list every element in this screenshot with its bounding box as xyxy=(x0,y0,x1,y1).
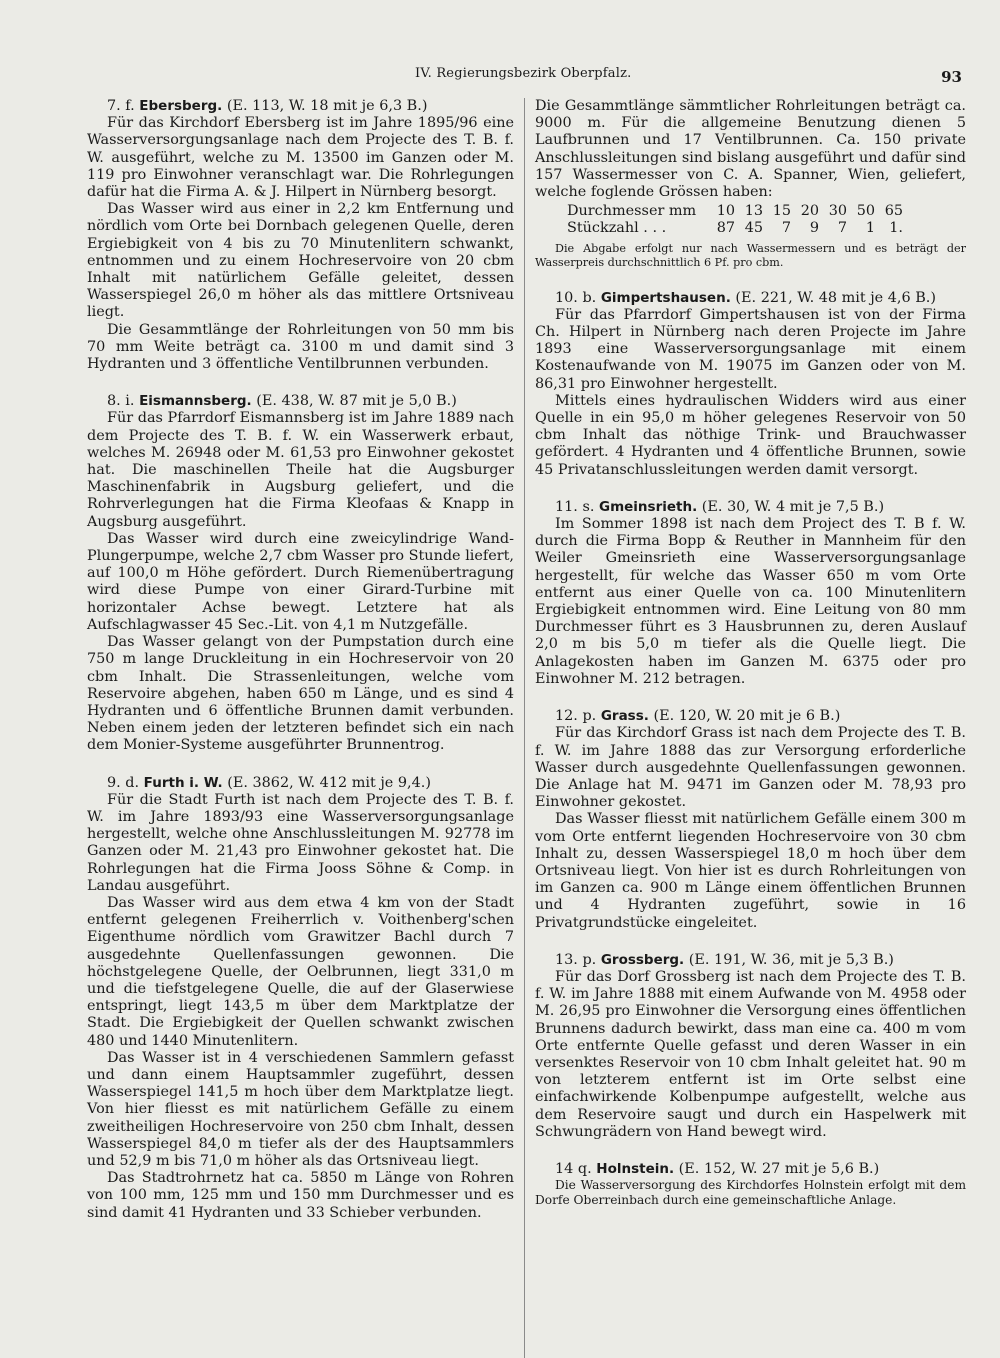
table-cell: 1. xyxy=(889,220,903,237)
entry-stats: (E. 152, W. 27 mit je 5,6 B.) xyxy=(678,1160,880,1177)
paragraph: Für die Stadt Furth ist nach dem Projecte des T. B. f. W. im Jahre 1893/93 eine Wasserversorgungsanlage hergestellt, welche ohne Anschlussleitungen M. 92778 im Ganzen oder M. 21,43 pro Einwohner gekostet hat. Die Rohrlegungen hat die Firma Jooss Söhne & Comp. in Landau ausgeführt. xyxy=(87,791,514,894)
left-column xyxy=(87,98,514,1222)
entry-heading-grass xyxy=(535,708,966,725)
place-name: Gmeinsrieth. xyxy=(599,498,698,515)
paragraph: Das Wasser ist in 4 verschiedenen Sammlern gefasst und dann einem Hauptsammler zugeführt, dessen Wasserspiegel 141,5 m hoch über dem Marktplatze liegt. Von hier fliesst es mit natürlichem Gefälle zu einem zweitheiligen Hochreservoire von 250 cbm Inhalt, dessen Wasserspiegel 84,0 m tiefer als der des Hauptsammlers und 52,9 m bis 71,0 m höher als das Ortsniveau liegt. xyxy=(87,1049,514,1169)
entry-number: 13. p. xyxy=(555,951,597,968)
paragraph: Für das Pfarrdorf Eismannsberg ist im Jahre 1889 nach dem Projecte des T. B. f. W. ein Wasserwerk erbaut, welches M. 26948 oder M. 61,53 pro Einwohner gekostet hat. Die maschinellen Theile hat die Augsburger Maschinenfabrik in Augsburg geliefert, und die Rohrverlegungen hat die Firma Kleofaas & Knapp in Augsburg ausgeführt. xyxy=(87,410,514,530)
running-head: IV. Regierungsbezirk Oberpfalz. xyxy=(415,66,632,81)
entry-heading-eismannsberg xyxy=(87,393,514,410)
entry-number: 11. s. xyxy=(555,498,595,515)
note-paragraph: Die Abgabe erfolgt nur nach Wassermessern und es beträgt der Wasserpreis durchschnittlich 6 Pf. pro cbm. xyxy=(535,241,966,269)
place-name: Grossberg. xyxy=(600,951,685,968)
entry-heading-ebersberg xyxy=(87,98,514,115)
entry-number: 7. f. xyxy=(107,98,135,114)
paragraph: Für das Dorf Grossberg ist nach dem Projecte des T. B. f. W. im Jahre 1888 mit einem Aufwande von M. 4958 oder M. 26,95 pro Einwohner die Versorgung eines öffentlichen Brunnens dadurch bewirkt, dass man eine ca. 400 m vom Orte entfernte Quelle gefasst und deren Wasser in ein versenktes Reservoir von 10 cbm Inhalt geleitet hat. 90 m von letzterem entfernt ist im Orte selbst eine einfachwirkende Kolbenpumpe aufgestellt, welche aus dem Reservoire saugt und durch ein Haspelwerk mit Schwungrädern von Hand bewegt wird. xyxy=(535,968,966,1140)
table-label: Durchmesser mm xyxy=(567,203,697,220)
entry-number: 9. d. xyxy=(107,774,140,791)
entry-stats: (E. 3862, W. 412 mit je 9,4.) xyxy=(227,774,431,791)
paragraph: Die Gesammtlänge sämmtlicher Rohrleitungen beträgt ca. 9000 m. Für die allgemeine Benutzung dienen 5 Laufbrunnen und 17 Ventilbrunnen. Ca. 150 private Anschlussleitungen sind bislang ausgeführt und dafür sind 157 Wassermesser von C. A. Spanner, Wien, geliefert, welche foglende Grössen haben: xyxy=(535,98,966,201)
entry-number: 8. i. xyxy=(107,393,135,410)
water-meter-table xyxy=(567,203,966,237)
paragraph: Das Wasser gelangt von der Pumpstation durch eine 750 m lange Druckleitung in ein Hochreservoir von 20 cbm Inhalt. Die Strassenleitungen, welche vom Reservoire abgehen, haben 650 m Länge, und es sind 4 Hydranten und 6 öffentliche Brunnen damit verbunden. Neben einem jeden der letzteren befindet sich ein nach dem Monier-Systeme ausgeführter Brunnentrog. xyxy=(87,634,514,754)
paragraph: Das Stadtrohrnetz hat ca. 5850 m Länge von Rohren von 100 mm, 125 mm und 150 mm Durchmesser und es sind damit 41 Hydranten und 33 Schieber verbunden. xyxy=(87,1170,514,1221)
page-header xyxy=(0,66,1000,90)
entry-stats: (E. 191, W. 36, mit je 5,3 B.) xyxy=(688,951,894,968)
table-cell: 9 xyxy=(809,220,819,237)
place-name: Gimpertshausen. xyxy=(600,289,731,306)
entry-heading-holnstein xyxy=(535,1161,966,1178)
paragraph: Das Wasser fliesst mit natürlichem Gefälle einem 300 m vom Orte entfernt liegenden Hochreservoire von 30 cbm Inhalt zu, dessen Wasserspiegel 18,0 m hoch über dem Ortsniveau liegt. Von hier ist es durch Rohrleitungen von im Ganzen ca. 900 m Länge einem öffentlichen Brunnen und 4 Hydranten zugeführt, sowie in 16 Privatgrundstücke eingeleitet. xyxy=(535,811,966,931)
paragraph: Das Wasser wird durch eine zweicylindrige Wand-Plungerpumpe, welche 2,7 cbm Wasser pro Stunde liefert, auf 100,0 m Höhe gefördert. Durch Riemenübertragung wird diese Pumpe von einer Girard-Turbine mit horizontaler Achse bewegt. Letztere hat als Aufschlagwasser 45 Sec.-Lit. von 4,1 m Nutzgefälle. xyxy=(87,530,514,633)
table-cell: 30 xyxy=(828,203,847,220)
paragraph: Die Gesammtlänge der Rohrleitungen von 50 mm bis 70 mm Weite beträgt ca. 3100 m und damit sind 3 Hydranten und 3 öffentliche Ventilbrunnen verbunden. xyxy=(87,321,514,373)
table-cell: 13 xyxy=(744,203,763,220)
place-name: Furth i. W. xyxy=(143,774,223,791)
entry-number: 12. p. xyxy=(555,708,597,725)
table-cell: 15 xyxy=(772,203,791,220)
paragraph: Im Sommer 1898 ist nach dem Project des T. B f. W. durch die Firma Bopp & Reuther in Mannheim für den Weiler Gmeinsrieth eine Wasserversorgungsanlage hergestellt, für welche das Wasser 650 m vom Orte entfernt aus einer Quelle von ca. 100 Minutenlitern Ergiebigkeit entnommen wird. Eine Leitung von 80 mm Durchmesser führt es 3 Hausbrunnen zu, deren Auslauf 2,0 m bis 5,0 m tiefer als die Quelle liegt. Die Anlagekosten haben im Ganzen M. 6375 oder pro Einwohner M. 212 betragen. xyxy=(535,516,966,687)
entry-heading-gmeinsrieth xyxy=(535,499,966,516)
entry-stats: (E. 120, W. 20 mit je 6 B.) xyxy=(653,708,841,725)
place-name: Grass. xyxy=(600,708,649,725)
column-divider xyxy=(524,98,525,1358)
paragraph: Für das Kirchdorf Ebersberg ist im Jahre 1895/96 eine Wasserversorgungsanlage nach dem Projecte des T. B. f. W. ausgeführt, welche zu M. 13500 im Ganzen oder M. 119 pro Einwohner veranschlagt war. Die Rohrlegungen dafür hat die Firma A. & J. Hilpert in Nürnberg besorgt. xyxy=(87,115,514,201)
table-cell: 65 xyxy=(884,203,903,220)
table-cell: 10 xyxy=(716,203,735,220)
place-name: Holnstein. xyxy=(596,1160,675,1177)
paragraph: Das Wasser wird aus dem etwa 4 km von der Stadt entfernt gelegenen Freiherrlich v. Voithenberg'schen Eigenthume nördlich vom Grawitzer Bachl durch 7 ausgedehnte Quellenfassungen gewonnen. Die höchstgelegene Quelle, der Oelbrunnen, liegt 331,0 m und die tiefstgelegene Quelle, die auf der Glaserwiese entspringt, liegt 143,5 m über dem Marktplatze der Stadt. Die Ergiebigkeit der Quellen schwankt zwischen 480 und 1440 Minutenlitern. xyxy=(87,894,514,1049)
note-paragraph: Die Wasserversorgung des Kirchdorfes Holnstein erfolgt mit dem Dorfe Oberreinbach durch eine gemeinschaftliche Anlage. xyxy=(535,1178,966,1207)
paragraph: Das Wasser wird aus einer in 2,2 km Entfernung und nördlich vom Orte bei Dornbach gelegenen Quelle, deren Ergiebigkeit von 4 bis zu 70 Minutenlitern schwankt, entnommen und zu einem Hochreservoire von 20 cbm Inhalt mit natürlichem Gefälle geleitet, dessen Wasserspiegel 26,0 m höher als das mittlere Ortsniveau liegt. xyxy=(87,201,514,321)
entry-number: 14 q. xyxy=(555,1160,592,1177)
table-label: Stückzahl . . . xyxy=(567,220,667,237)
paragraph: Für das Pfarrdorf Gimpertshausen ist von der Firma Ch. Hilpert in Nürnberg nach deren Projecte im Jahre 1893 eine Wasserversorgungsanlage mit einem Kostenaufwande von M. 19075 im Ganzen oder von M. 86,31 pro Einwohner hergestellt. xyxy=(535,306,966,392)
table-cell: 1 xyxy=(865,220,875,237)
place-name: Ebersberg. xyxy=(139,98,223,114)
paragraph: Für das Kirchdorf Grass ist nach dem Projecte des T. B. f. W. im Jahre 1888 das zur Versorgung erforderliche Wasser durch ausgedehnte Quellenfassungen gewonnen. Die Anlage hat M. 9471 im Ganzen oder M. 78,93 pro Einwohner gekostet. xyxy=(535,725,966,811)
place-name: Eismannsberg. xyxy=(139,393,252,410)
table-cell: 45 xyxy=(744,220,763,237)
table-cell: 7 xyxy=(781,220,791,237)
page-number: 93 xyxy=(941,68,962,86)
table-cell: 50 xyxy=(856,203,875,220)
entry-stats: (E. 438, W. 87 mit je 5,0 B.) xyxy=(256,393,457,410)
entry-stats: (E. 30, W. 4 mit je 7,5 B.) xyxy=(701,498,885,515)
entry-heading-grossberg xyxy=(535,952,966,969)
entry-heading-furth xyxy=(87,775,514,792)
entry-stats: (E. 221, W. 48 mit je 4,6 B.) xyxy=(735,289,936,306)
entry-number: 10. b. xyxy=(555,289,597,306)
entry-heading-gimpertshausen xyxy=(535,290,966,307)
paragraph: Mittels eines hydraulischen Widders wird aus einer Quelle in ein 95,0 m höher gelegenes Reservoir von 50 cbm Inhalt das nöthige Trink- und Brauchwasser gefördert. 4 Hydranten und 4 öffentliche Brunnen, sowie 45 Privatanschlussleitungen werden damit versorgt. xyxy=(535,392,966,478)
table-row xyxy=(567,220,966,237)
table-row xyxy=(567,203,966,220)
table-cell: 87 xyxy=(716,220,735,237)
table-cell: 7 xyxy=(837,220,847,237)
entry-stats: (E. 113, W. 18 mit je 6,3 B.) xyxy=(226,98,428,114)
right-column xyxy=(535,98,966,1207)
table-cell: 20 xyxy=(800,203,819,220)
